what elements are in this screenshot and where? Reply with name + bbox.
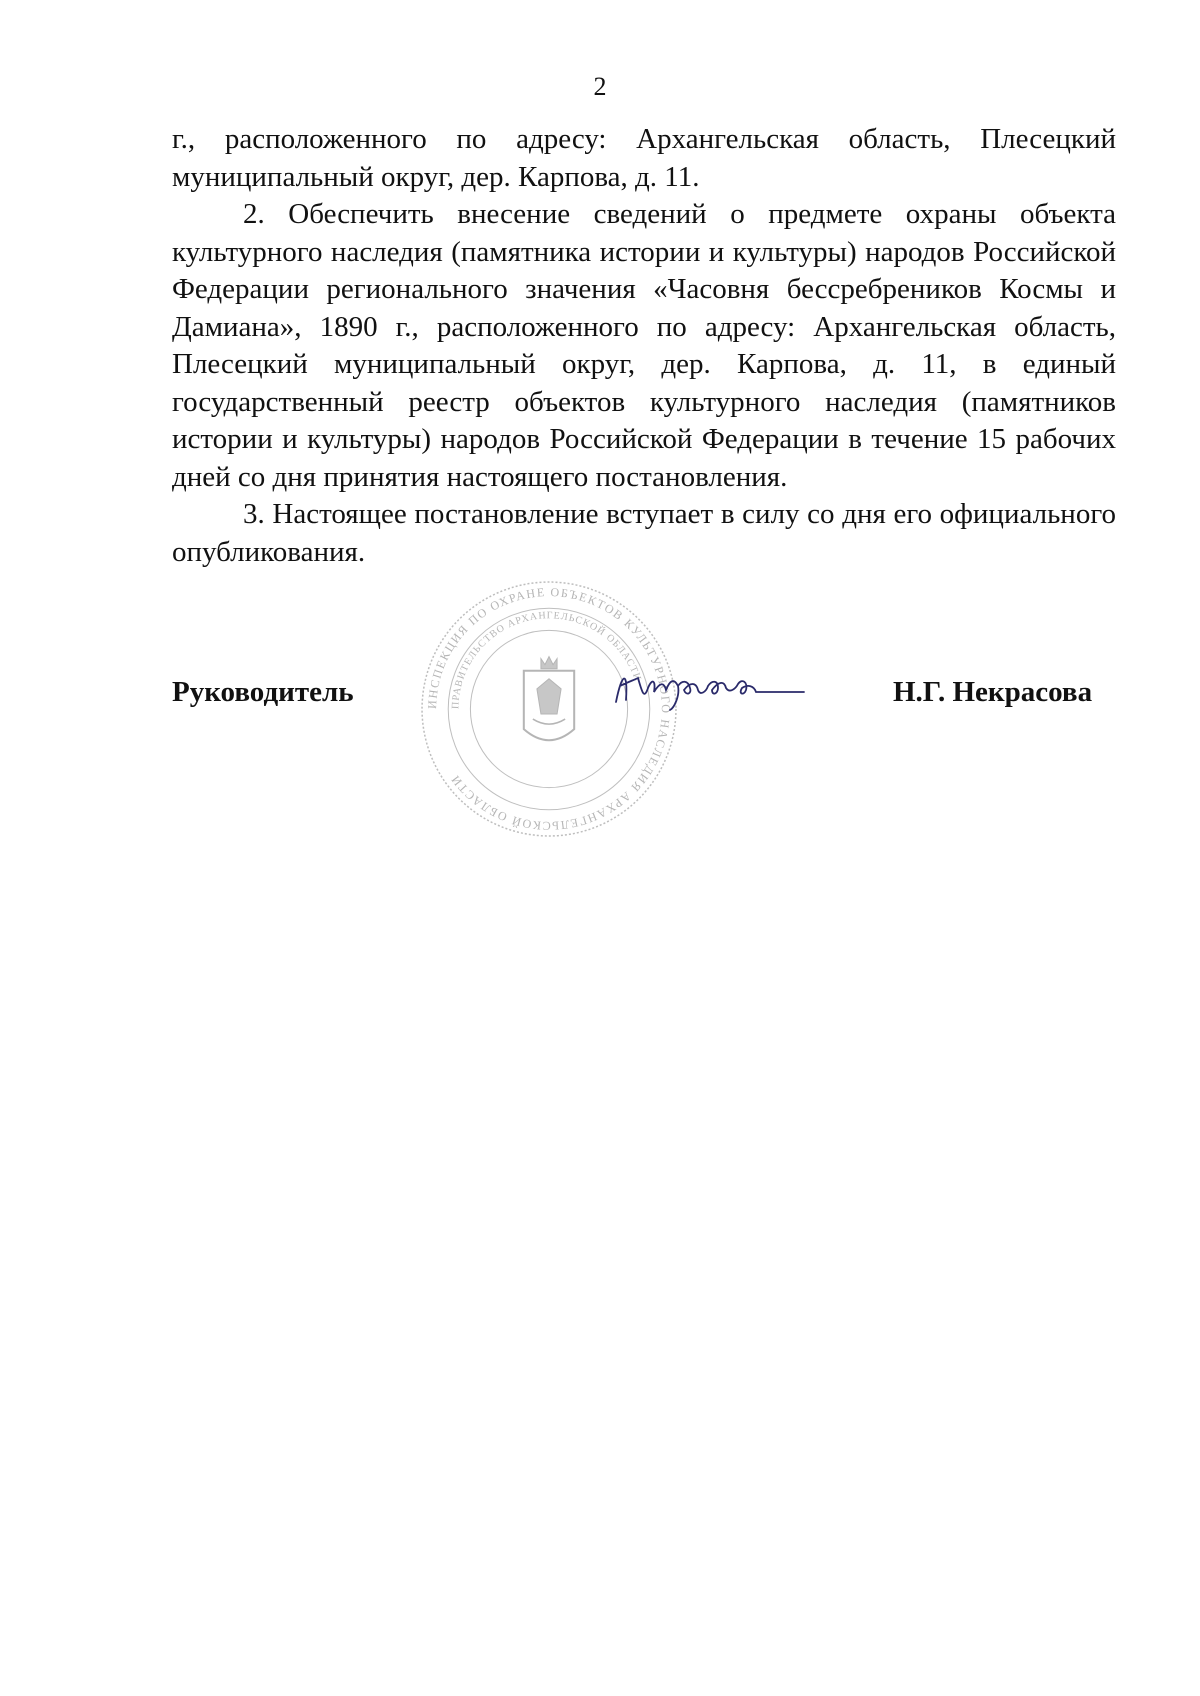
coat-of-arms-icon bbox=[524, 657, 574, 741]
paragraph-2: 2. Обеспечить внесение сведений о предмете охраны объекта культурного наследия (памятника истории и культуры) народов Российской Федерации регионального значения «Часовня бессребреников Космы и Дамиана», 1890 г., расположенного по адресу: Архангельская область, Плесецкий муниципальный округ, дер. Карпова, д. 11, в единый государственный реестр объектов культурного наследия (памятников истории и культуры) народов Российской Федерации в течение 15 рабочих дней со дня принятия настоящего постановления. bbox=[172, 198, 1116, 493]
signatory-name: Н.Г. Некрасова bbox=[893, 676, 1093, 708]
page-number: 2 bbox=[593, 72, 607, 101]
paragraph-continuation: г., расположенного по адресу: Архангельская область, Плесецкий муниципальный округ, дер. Карпова, д. 11. bbox=[172, 123, 1116, 193]
document-body bbox=[172, 121, 1116, 571]
paragraph-3: 3. Настоящее постановление вступает в силу со дня его официального опубликования. bbox=[172, 498, 1116, 568]
seal-outer-text: ИНСПЕКЦИЯ ПО ОХРАНЕ ОБЪЕКТОВ КУЛЬТУРНОГО НАСЛЕДИЯ АРХАНГЕЛЬСКОЙ ОБЛАСТИ bbox=[425, 585, 673, 833]
seal-inner-text: ПРАВИТЕЛЬСТВО АРХАНГЕЛЬСКОЙ ОБЛАСТИ bbox=[450, 610, 644, 710]
signatory-position: Руководитель bbox=[172, 676, 354, 708]
handwritten-signature bbox=[608, 652, 808, 722]
